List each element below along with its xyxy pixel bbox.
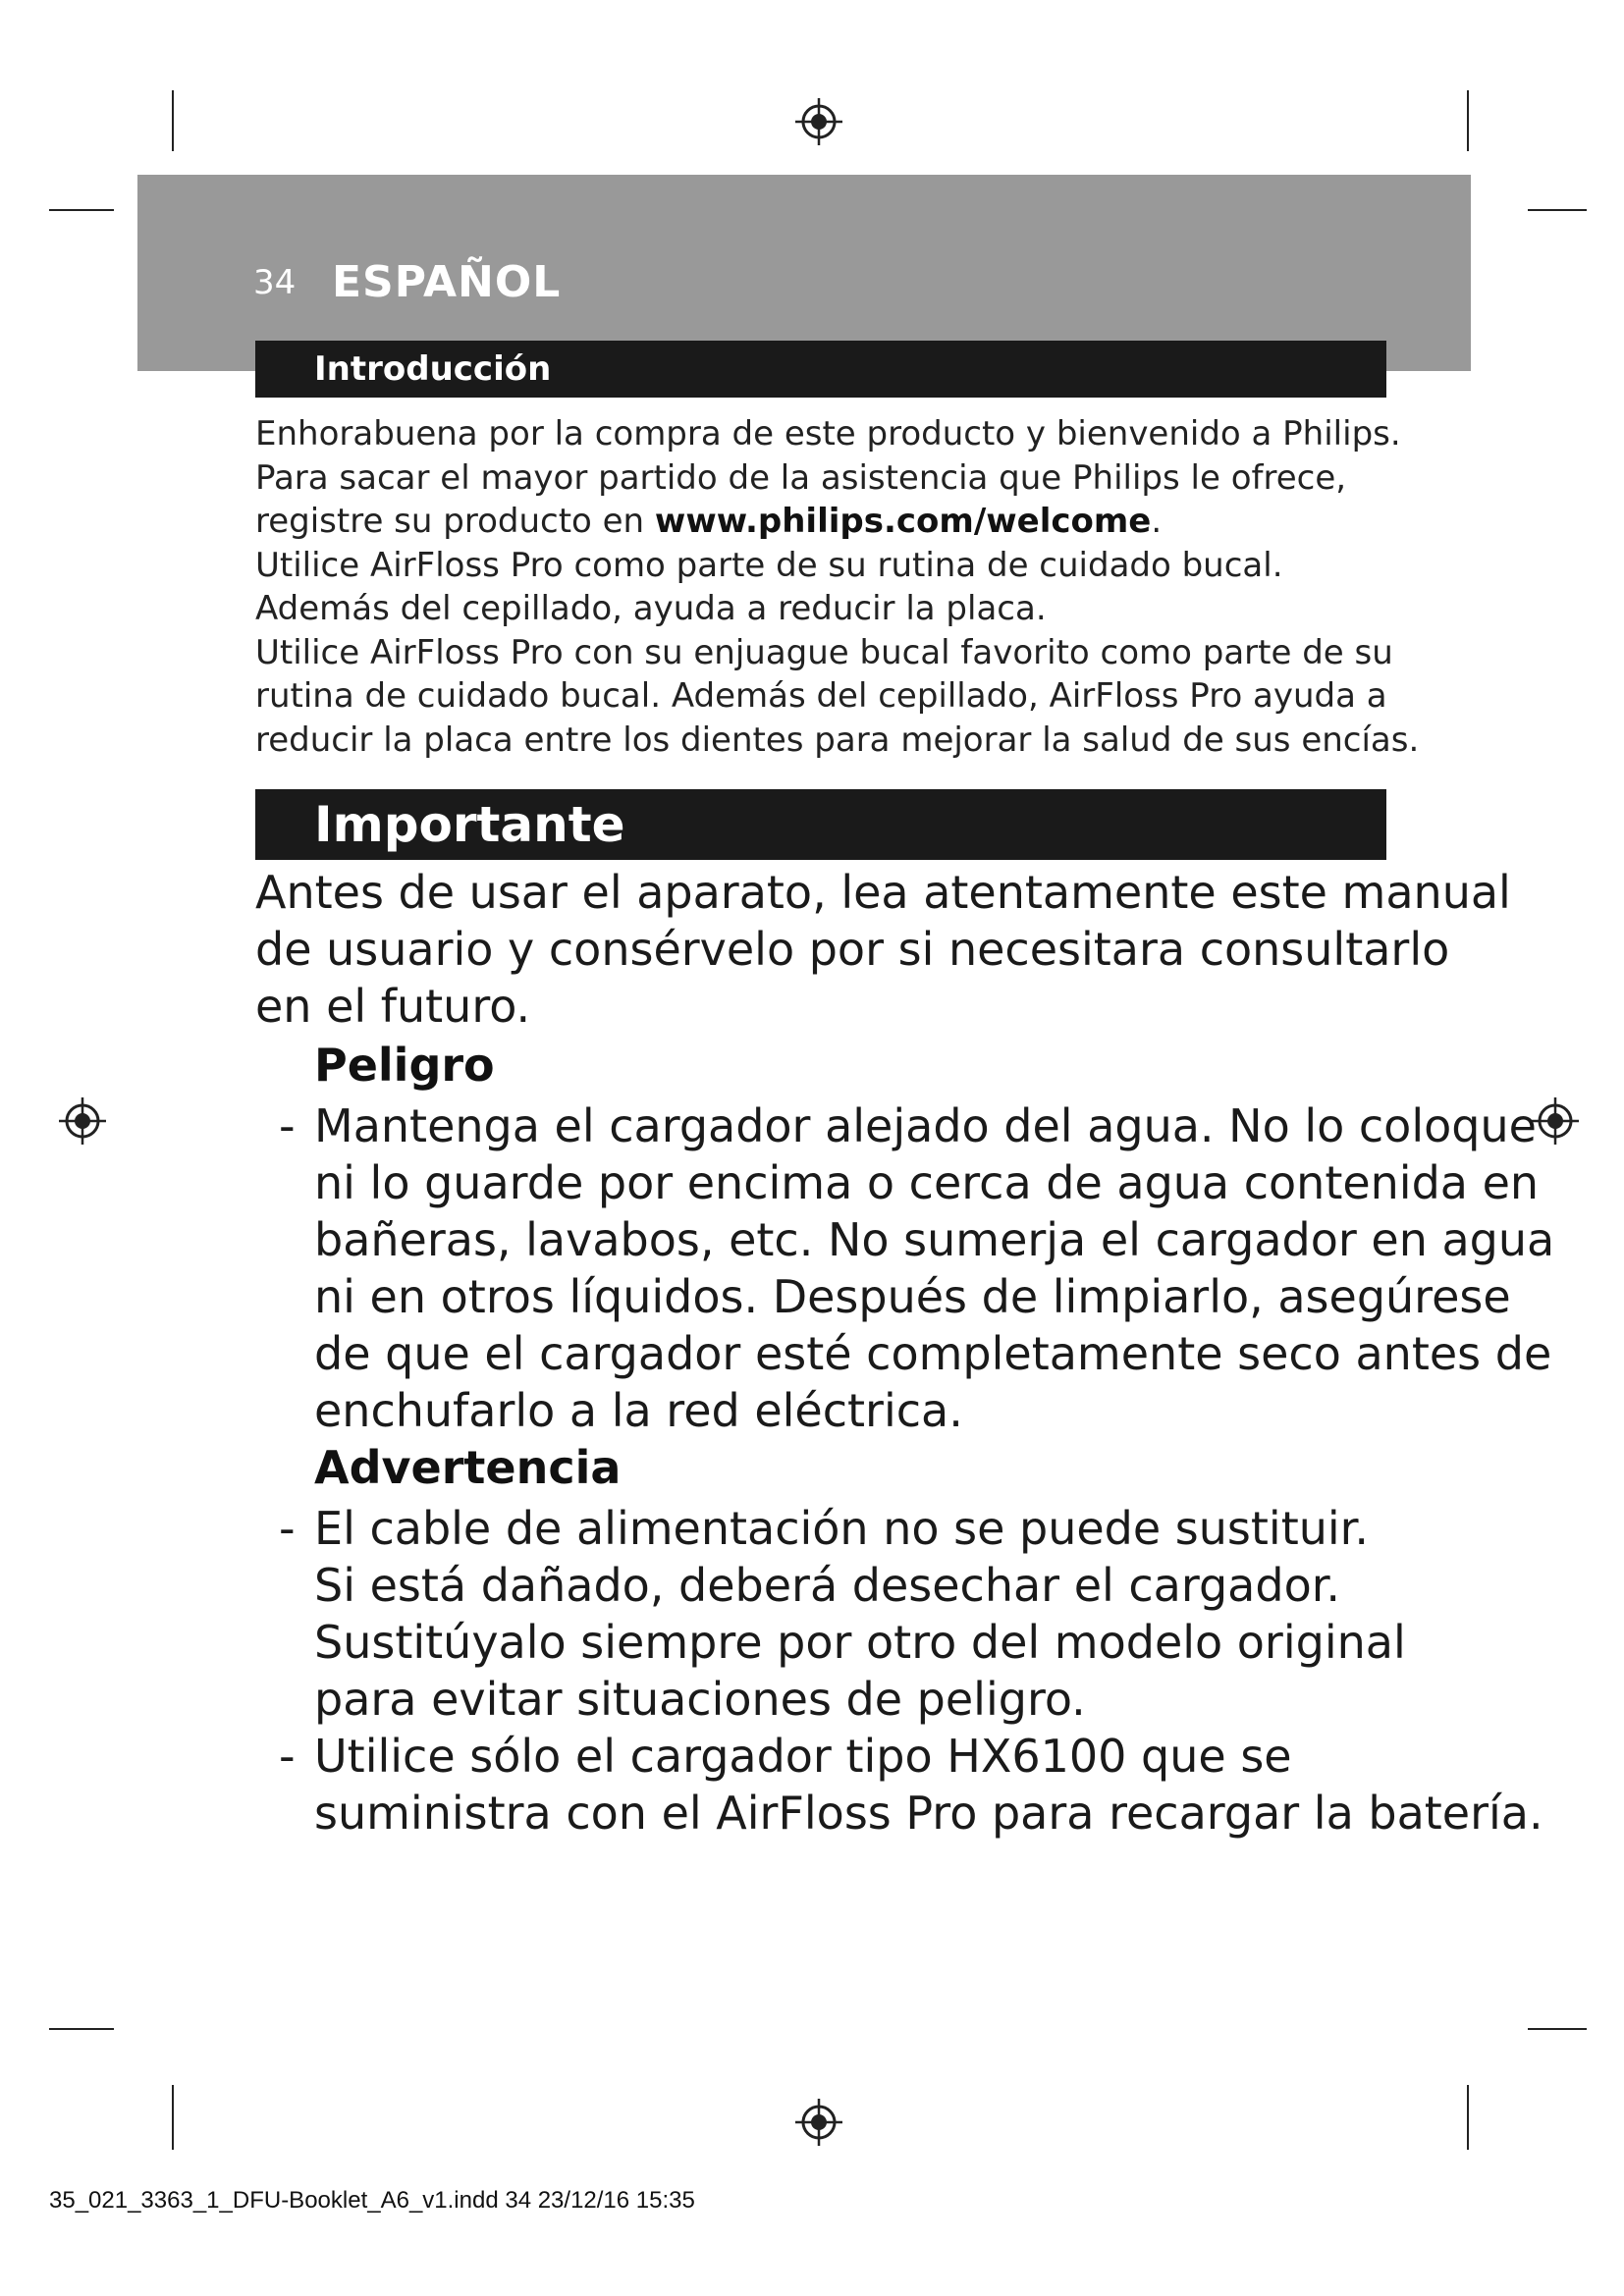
text-line [255, 500, 1394, 544]
text-line: bañeras, lavabos, etc. No sumerja el cargador en agua [314, 1213, 1555, 1266]
warning-item-1 [279, 1500, 1414, 1728]
text-line: de usuario y consérvelo por si necesitara consultarlo [255, 923, 1450, 976]
important-lead [255, 864, 1511, 1035]
bullet-dash: - [279, 1730, 296, 1783]
text-line: de que el cargador esté completamente seco antes de [314, 1327, 1552, 1380]
text-line: Antes de usar el aparato, lea atentamente este manual [255, 866, 1511, 919]
crop-mark-left-bottom [49, 2028, 114, 2030]
crop-mark-right-bottom [1528, 2028, 1587, 2030]
crop-mark-bottom-right [1467, 2085, 1469, 2150]
danger-list [279, 1097, 1555, 1439]
registration-mark-icon [57, 1095, 108, 1147]
crop-mark-right-top [1528, 209, 1587, 211]
page-number: 34 [253, 263, 297, 302]
text-line: ni lo guarde por encima o cerca de agua contenida en [314, 1156, 1540, 1209]
text-line: Mantenga el cargador alejado del agua. No lo coloque [314, 1099, 1537, 1152]
text-line: Además del cepillado, ayuda a reducir la placa. [255, 589, 1047, 628]
warning-item-2 [279, 1728, 1543, 1842]
registration-mark-icon [1530, 1095, 1581, 1147]
text-line: Utilice AirFloss Pro con su enjuague bucal favorito como parte de su [255, 632, 1393, 672]
bullet-dash: - [279, 1099, 296, 1152]
text-line: Para sacar el mayor partido de la asistencia que Philips le ofrece, [255, 457, 1347, 498]
registration-mark-icon [793, 96, 844, 147]
text-span: . [1151, 502, 1163, 541]
text-line: suministra con el AirFloss Pro para recargar la batería. [314, 1787, 1543, 1840]
bullet-dash: - [279, 1502, 296, 1555]
text-line: Sustitúyalo siempre por otro del modelo original [314, 1616, 1406, 1669]
text-line: Utilice sólo el cargador tipo HX6100 que se [314, 1730, 1292, 1783]
intro-paragraph [255, 412, 1420, 762]
text-line: rutina de cuidado bucal. Además del cepillado, AirFloss Pro ayuda a [255, 676, 1387, 716]
language-title: ESPAÑOL [332, 257, 562, 307]
section-heading-importante: Importante [255, 789, 1386, 860]
text-span: registre su producto en [255, 502, 655, 541]
text-line: Utilice AirFloss Pro como parte de su rutina de cuidado bucal. [255, 545, 1283, 585]
crop-mark-top-right [1467, 90, 1469, 151]
print-slug: 35_021_3363_1_DFU-Booklet_A6_v1.indd 34 23/12/16 15:35 [49, 2187, 695, 2214]
crop-mark-left-top [49, 209, 114, 211]
text-line: para evitar situaciones de peligro. [314, 1673, 1086, 1726]
text-line: El cable de alimentación no se puede sustituir. [314, 1502, 1369, 1555]
crop-mark-bottom-left [172, 2085, 174, 2150]
text-line: ni en otros líquidos. Después de limpiarlo, asegúrese [314, 1270, 1511, 1323]
registration-mark-icon [793, 2097, 844, 2148]
danger-heading: Peligro [314, 1039, 495, 1092]
crop-mark-top-left [172, 90, 174, 151]
warning-heading: Advertencia [314, 1441, 622, 1494]
section-heading-introduccion: Introducción [255, 341, 1386, 398]
text-line: Enhorabuena por la compra de este producto y bienvenido a Philips. [255, 414, 1401, 454]
welcome-link[interactable]: www.philips.com/welcome [654, 502, 1152, 541]
text-line: Si está dañado, deberá desechar el cargador. [314, 1559, 1341, 1612]
text-line: enchufarlo a la red eléctrica. [314, 1384, 963, 1437]
text-line: en el futuro. [255, 980, 531, 1033]
text-line: reducir la placa entre los dientes para mejorar la salud de sus encías. [255, 720, 1420, 760]
